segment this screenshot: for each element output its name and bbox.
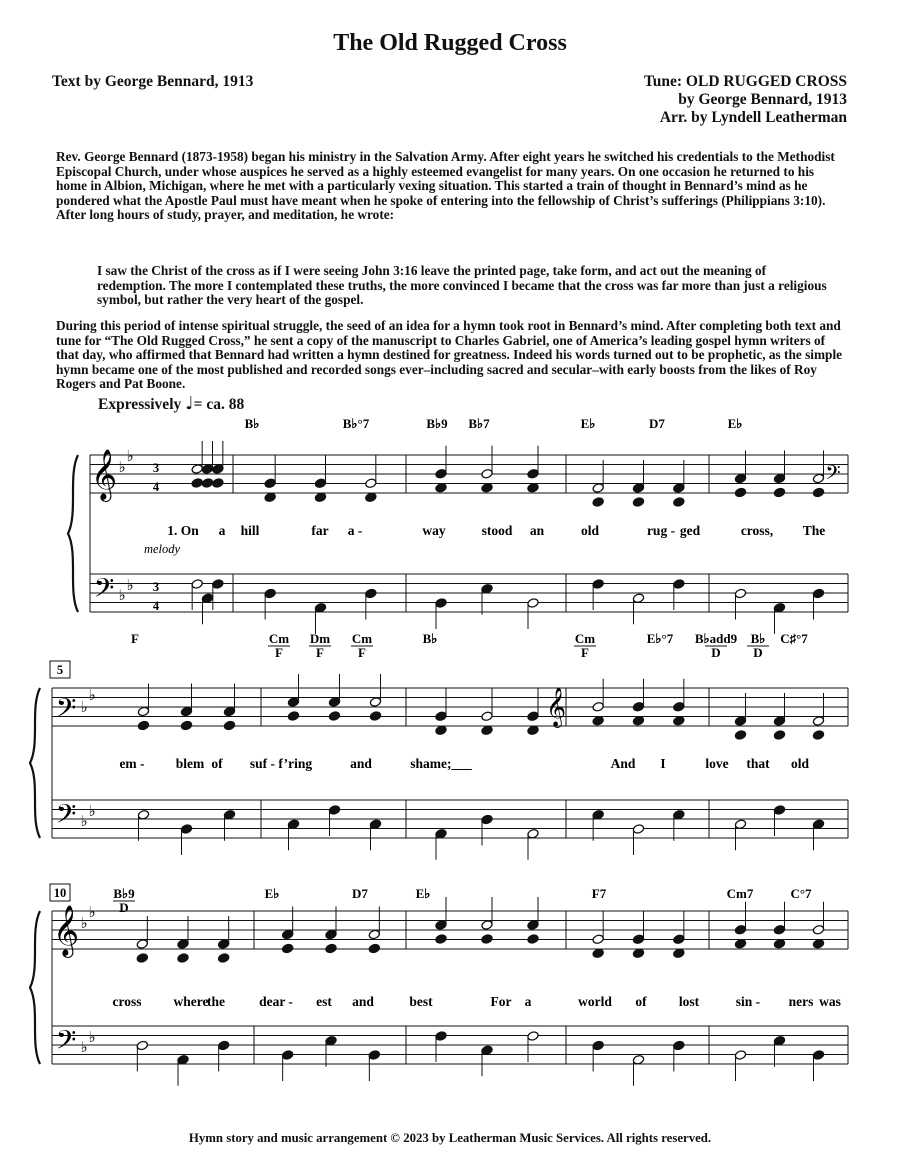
svg-text:Dm: Dm	[309, 631, 331, 646]
treble-staff	[90, 455, 848, 493]
svg-text:B♭°7: B♭°7	[342, 416, 370, 431]
bass-clef-icon: 𝄢	[825, 461, 841, 489]
treble-chord-notehead	[812, 487, 824, 498]
bass-notehead	[592, 809, 604, 820]
treble-chord-notehead	[734, 938, 746, 949]
bass-notehead	[314, 602, 326, 613]
treble-notehead	[734, 473, 746, 484]
bass-clef-icon: 𝄢	[55, 692, 77, 730]
lyric-syllable: blem	[175, 756, 205, 771]
brace	[30, 688, 40, 838]
svg-text:E♭: E♭	[415, 886, 431, 901]
tempo-word: Expressively	[98, 396, 182, 413]
svg-text:B♭7: B♭7	[468, 416, 490, 431]
svg-text:F: F	[316, 645, 324, 660]
story-paragraph-1: Rev. George Bennard (1873-1958) began his ministry in the Salvation Army. After eight years he switched his credentials to the Methodist Episcopal Church, under whose auspices he served as a highly esteemed evangelist for many years. On one occasion he returned to his home in Albion, Michigan, where he met with a particularly vexing situation. This started a train of thought in Bennard’s mind as he pondered what the Apostle Paul must have meant when he spoke of entering into the fellowship of Christ’s sufferings (Philippians 3:10). After long hours of study, prayer, and meditation, he wrote:	[56, 149, 835, 223]
treble-notehead	[773, 924, 785, 935]
bass-notehead	[180, 824, 192, 835]
lyric-syllable: was	[819, 994, 841, 1009]
treble-chord-notehead	[592, 497, 604, 508]
bass-notehead	[212, 579, 224, 590]
chord-symbol	[747, 631, 769, 660]
bass-clef-icon: 𝄢	[55, 798, 77, 836]
brace	[30, 911, 40, 1064]
bass-notehead	[481, 814, 493, 825]
bass-notehead	[217, 1040, 229, 1051]
treble-chord-notehead	[328, 711, 340, 722]
treble-clef-icon: 𝄞	[52, 905, 80, 956]
lyric-syllable: suf - f’ring	[249, 756, 313, 771]
chord-symbol	[131, 631, 139, 646]
treble-notehead	[632, 483, 644, 494]
treble-notehead	[632, 701, 644, 712]
lyric-syllable: where	[173, 994, 209, 1009]
svg-text:Cm7: Cm7	[726, 886, 754, 901]
treble-notehead	[137, 706, 149, 717]
lyric-syllable: ged	[679, 523, 701, 538]
lyric-syllable: 1. On	[167, 523, 199, 538]
bass-notehead	[592, 579, 604, 590]
chord-symbol	[351, 631, 373, 660]
treble-notehead	[365, 478, 377, 489]
bass-notehead	[136, 1040, 148, 1051]
chord-symbol	[268, 631, 290, 660]
flat-icon: ♭	[80, 1038, 88, 1056]
treble-notehead	[632, 934, 644, 945]
treble-chord-notehead	[773, 730, 785, 741]
chord-symbol	[581, 416, 596, 431]
treble-chord-notehead	[481, 725, 493, 736]
treble-chord-notehead	[281, 943, 293, 954]
treble-notehead	[264, 478, 276, 489]
chord-symbol	[728, 416, 743, 431]
arranger-credit: Arr. by Lyndell Leatherman	[659, 109, 847, 126]
treble-chord-notehead	[773, 938, 785, 949]
treble-notehead	[435, 468, 447, 479]
lyric-syllable: For	[490, 994, 512, 1009]
bass-notehead	[527, 1031, 539, 1042]
tempo-value: = ca. 88	[193, 396, 245, 413]
lyric-syllable: I	[660, 756, 666, 771]
bass-notehead	[281, 1050, 293, 1061]
treble-chord-notehead	[812, 938, 824, 949]
svg-text:E♭: E♭	[264, 886, 280, 901]
treble-chord-notehead	[527, 725, 539, 736]
treble-chord-notehead	[212, 478, 224, 489]
treble-chord-notehead	[180, 720, 192, 731]
treble-chord-notehead	[734, 730, 746, 741]
flat-icon: ♭	[126, 576, 134, 594]
flat-icon: ♭	[88, 802, 96, 820]
treble-notehead	[481, 468, 493, 479]
treble-chord-notehead	[314, 492, 326, 503]
bass-notehead	[287, 819, 299, 830]
treble-notehead	[314, 478, 326, 489]
bass-notehead	[368, 1050, 380, 1061]
treble-chord-notehead	[217, 953, 229, 964]
chord-symbol	[352, 886, 368, 901]
bass-staff	[52, 800, 848, 838]
lyric-syllable: rug -	[646, 523, 676, 538]
lyric-syllable: a	[218, 523, 226, 538]
bass-clef-icon: 𝄢	[55, 1024, 77, 1062]
treble-notehead	[223, 706, 235, 717]
chord-symbol	[309, 631, 331, 660]
flat-icon: ♭	[80, 812, 88, 830]
time-signature-top: 3	[152, 580, 160, 594]
svg-text:C♯°7: C♯°7	[780, 631, 808, 646]
bass-notehead	[365, 588, 377, 599]
treble-chord-notehead	[435, 725, 447, 736]
svg-text:F: F	[131, 631, 139, 646]
treble-chord-notehead	[632, 715, 644, 726]
lyric-syllable: far	[311, 523, 329, 538]
treble-chord-notehead	[325, 943, 337, 954]
chord-symbol	[343, 416, 370, 431]
treble-notehead	[435, 920, 447, 931]
treble-notehead	[592, 701, 604, 712]
flat-icon: ♭	[88, 1028, 96, 1046]
treble-chord-notehead	[287, 711, 299, 722]
svg-text:Cm: Cm	[574, 631, 596, 646]
treble-notehead	[812, 924, 824, 935]
treble-clef-icon: 𝄞	[90, 449, 118, 500]
lyric-syllable: a -	[347, 523, 363, 538]
treble-chord-notehead	[673, 715, 685, 726]
lyric-syllable: love	[705, 756, 729, 771]
flat-icon: ♭	[126, 447, 134, 465]
treble-chord-notehead	[435, 934, 447, 945]
bass-notehead	[812, 588, 824, 599]
treble-chord-notehead	[673, 497, 685, 508]
text-credit: Text by George Bennard, 1913	[52, 73, 254, 90]
chord-symbol	[649, 416, 665, 431]
treble-staff	[52, 911, 848, 949]
svg-text:E♭°7: E♭°7	[646, 631, 674, 646]
melody-label: melody	[143, 542, 181, 556]
treble-chord-notehead	[481, 934, 493, 945]
treble-notehead	[177, 939, 189, 950]
bass-notehead	[734, 819, 746, 830]
bass-notehead	[773, 602, 785, 613]
svg-text:D7: D7	[649, 416, 665, 431]
treble-notehead	[325, 929, 337, 940]
chord-symbol	[426, 416, 448, 431]
treble-notehead	[812, 473, 824, 484]
lyric-syllable: of	[211, 756, 223, 771]
treble-chord-notehead	[365, 492, 377, 503]
treble-notehead	[212, 464, 224, 475]
lyric-syllable: lost	[678, 994, 700, 1009]
bass-notehead	[328, 805, 340, 816]
chord-symbol	[592, 886, 607, 901]
lyric-syllable: old	[580, 523, 600, 538]
svg-text:B♭: B♭	[244, 416, 260, 431]
lyric-syllable: hill	[240, 523, 260, 538]
treble-notehead	[369, 697, 381, 708]
bass-notehead	[177, 1054, 189, 1065]
lyric-syllable: the	[207, 994, 225, 1009]
svg-text:D: D	[119, 900, 129, 915]
lyric-syllable: old	[790, 756, 810, 771]
flat-icon: ♭	[118, 458, 126, 476]
tune-composer: by George Bennard, 1913	[678, 91, 847, 108]
treble-chord-notehead	[177, 953, 189, 964]
chord-symbol	[790, 886, 812, 901]
bass-notehead	[734, 588, 746, 599]
treble-chord-notehead	[527, 482, 539, 493]
time-signature-bottom: 4	[152, 599, 160, 613]
bass-notehead	[527, 828, 539, 839]
svg-text:C°7: C°7	[790, 886, 812, 901]
page-title: The Old Rugged Cross	[333, 30, 567, 56]
time-signature-top: 3	[152, 461, 160, 475]
treble-chord-notehead	[435, 482, 447, 493]
bass-notehead	[481, 583, 493, 594]
svg-text:B♭: B♭	[750, 631, 766, 646]
chord-symbol	[780, 631, 808, 646]
bass-notehead	[632, 593, 644, 604]
chord-symbol	[647, 631, 674, 646]
chord-symbol	[695, 631, 738, 660]
treble-chord-notehead	[632, 948, 644, 959]
copyright-footer: Hymn story and music arrangement © 2023 by Leatherman Music Services. All rights reserved.	[188, 1131, 712, 1145]
treble-clef-icon: 𝄞	[545, 687, 567, 727]
treble-notehead	[136, 939, 148, 950]
bass-notehead	[481, 1045, 493, 1056]
chord-symbol	[265, 886, 280, 901]
story-quote: I saw the Christ of the cross as if I were seeing John 3:16 leave the printed page, take form, and act out the meaning of redemption. The more I contemplated these truths, the more convinced I became that the cross was far more than just a religious symbol, but rather the very heart of the gospel.	[97, 263, 827, 308]
treble-notehead	[592, 483, 604, 494]
treble-notehead	[773, 473, 785, 484]
chord-symbol	[574, 631, 596, 660]
treble-notehead	[673, 483, 685, 494]
lyric-syllable: and	[350, 756, 372, 771]
bass-notehead	[632, 824, 644, 835]
svg-text:F7: F7	[591, 886, 607, 901]
treble-chord-notehead	[136, 953, 148, 964]
bass-staff	[52, 1026, 848, 1064]
treble-notehead	[481, 711, 493, 722]
treble-chord-notehead	[592, 715, 604, 726]
svg-text:D7: D7	[352, 886, 368, 901]
lyric-syllable: est	[316, 994, 332, 1009]
lyric-syllable: dear -	[259, 994, 293, 1009]
chord-symbol	[727, 886, 754, 901]
treble-chord-notehead	[201, 478, 213, 489]
treble-notehead	[191, 464, 203, 475]
svg-text:E♭: E♭	[580, 416, 596, 431]
treble-notehead	[435, 711, 447, 722]
svg-text:B♭9: B♭9	[113, 886, 135, 901]
lyric-syllable: that	[746, 756, 770, 771]
treble-notehead	[592, 934, 604, 945]
svg-text:F: F	[275, 645, 283, 660]
measure-number: 5	[56, 663, 64, 677]
treble-notehead	[287, 697, 299, 708]
treble-notehead	[673, 934, 685, 945]
lyric-syllable: world	[578, 994, 612, 1009]
svg-text:F: F	[581, 645, 589, 660]
treble-chord-notehead	[632, 497, 644, 508]
bass-notehead	[435, 828, 447, 839]
lyric-syllable: ners	[788, 994, 814, 1009]
treble-chord-notehead	[673, 948, 685, 959]
svg-text:F: F	[358, 645, 366, 660]
bass-notehead	[673, 809, 685, 820]
treble-notehead	[328, 697, 340, 708]
svg-text:B♭add9: B♭add9	[694, 631, 738, 646]
treble-notehead	[281, 929, 293, 940]
treble-chord-notehead	[592, 948, 604, 959]
svg-text:D: D	[711, 645, 721, 660]
treble-notehead	[481, 920, 493, 931]
flat-icon: ♭	[80, 698, 88, 716]
treble-chord-notehead	[369, 711, 381, 722]
bass-notehead	[264, 588, 276, 599]
svg-text:D: D	[753, 645, 763, 660]
svg-text:Cm: Cm	[351, 631, 373, 646]
treble-chord-notehead	[368, 943, 380, 954]
tune-name: Tune: OLD RUGGED CROSS	[643, 73, 847, 90]
treble-chord-notehead	[191, 478, 203, 489]
quarter-note-icon: ♩	[185, 393, 194, 414]
bass-notehead	[325, 1035, 337, 1046]
lyric-syllable: best	[409, 994, 433, 1009]
treble-notehead	[673, 701, 685, 712]
treble-notehead	[527, 711, 539, 722]
lyric-syllable: cross	[112, 994, 142, 1009]
bass-notehead	[527, 598, 539, 609]
lyric-syllable: And	[610, 756, 636, 771]
time-signature-bottom: 4	[152, 480, 160, 494]
story-paragraph-2: During this period of intense spiritual struggle, the seed of an idea for a hymn took root in Bennard’s mind. After completing both text and tune for “The Old Rugged Cross,” he sent a copy of the manuscript to Charles Gabriel, one of America’s leading gospel hymn writers of that day, who affirmed that Bennard had written a hymn destined for greatness. Indeed his words turned out to be prophetic, as the simple hymn became one of the most published and recorded songs ever–including sacred and secular–with early boosts from the likes of Roy Rogers and Pat Boone.	[56, 318, 843, 392]
treble-notehead	[217, 939, 229, 950]
flat-icon: ♭	[118, 586, 126, 604]
flat-icon: ♭	[80, 914, 88, 932]
lyric-syllable: a	[524, 994, 532, 1009]
svg-text:B♭9: B♭9	[426, 416, 448, 431]
treble-chord-notehead	[527, 934, 539, 945]
brace	[68, 455, 78, 612]
bass-notehead	[223, 809, 235, 820]
svg-text:Cm: Cm	[268, 631, 290, 646]
lyric-syllable: stood	[481, 523, 513, 538]
bass-notehead	[773, 1035, 785, 1046]
bass-notehead	[137, 809, 149, 820]
treble-chord-notehead	[773, 487, 785, 498]
bass-notehead	[435, 1031, 447, 1042]
bass-notehead	[812, 1050, 824, 1061]
treble-notehead	[773, 716, 785, 727]
bass-clef-icon: 𝄢	[93, 572, 115, 610]
treble-chord-notehead	[481, 482, 493, 493]
svg-text:B♭: B♭	[422, 631, 438, 646]
lyric-syllable: and	[352, 994, 374, 1009]
treble-staff	[52, 688, 848, 726]
bass-notehead	[673, 579, 685, 590]
svg-text:E♭: E♭	[727, 416, 743, 431]
lyric-syllable: an	[529, 523, 545, 538]
lyric-syllable: The	[802, 523, 826, 538]
treble-chord-notehead	[264, 492, 276, 503]
bass-notehead	[191, 579, 203, 590]
lyric-syllable: way	[422, 523, 446, 538]
treble-notehead	[527, 920, 539, 931]
treble-notehead	[180, 706, 192, 717]
bass-notehead	[201, 593, 213, 604]
bass-notehead	[435, 598, 447, 609]
treble-chord-notehead	[734, 487, 746, 498]
treble-notehead	[812, 716, 824, 727]
chord-symbol	[416, 886, 431, 901]
flat-icon: ♭	[88, 686, 96, 704]
lyric-syllable: cross,	[740, 523, 774, 538]
treble-notehead	[201, 464, 213, 475]
flat-icon: ♭	[88, 903, 96, 921]
lyric-syllable: of	[635, 994, 647, 1009]
bass-notehead	[734, 1050, 746, 1061]
measure-number: 10	[53, 886, 67, 900]
chord-symbol	[468, 416, 490, 431]
chord-symbol	[245, 416, 260, 431]
lyric-syllable: em -	[119, 756, 145, 771]
treble-notehead	[734, 924, 746, 935]
bass-staff	[90, 574, 848, 612]
lyric-syllable: shame;___	[410, 756, 472, 771]
treble-notehead	[734, 716, 746, 727]
treble-chord-notehead	[223, 720, 235, 731]
treble-chord-notehead	[137, 720, 149, 731]
treble-notehead	[368, 929, 380, 940]
lyric-syllable: sin -	[735, 994, 761, 1009]
bass-notehead	[592, 1040, 604, 1051]
treble-chord-notehead	[812, 730, 824, 741]
bass-notehead	[773, 805, 785, 816]
bass-notehead	[369, 819, 381, 830]
bass-notehead	[812, 819, 824, 830]
bass-notehead	[673, 1040, 685, 1051]
bass-notehead	[632, 1054, 644, 1065]
treble-notehead	[527, 468, 539, 479]
chord-symbol	[423, 631, 438, 646]
